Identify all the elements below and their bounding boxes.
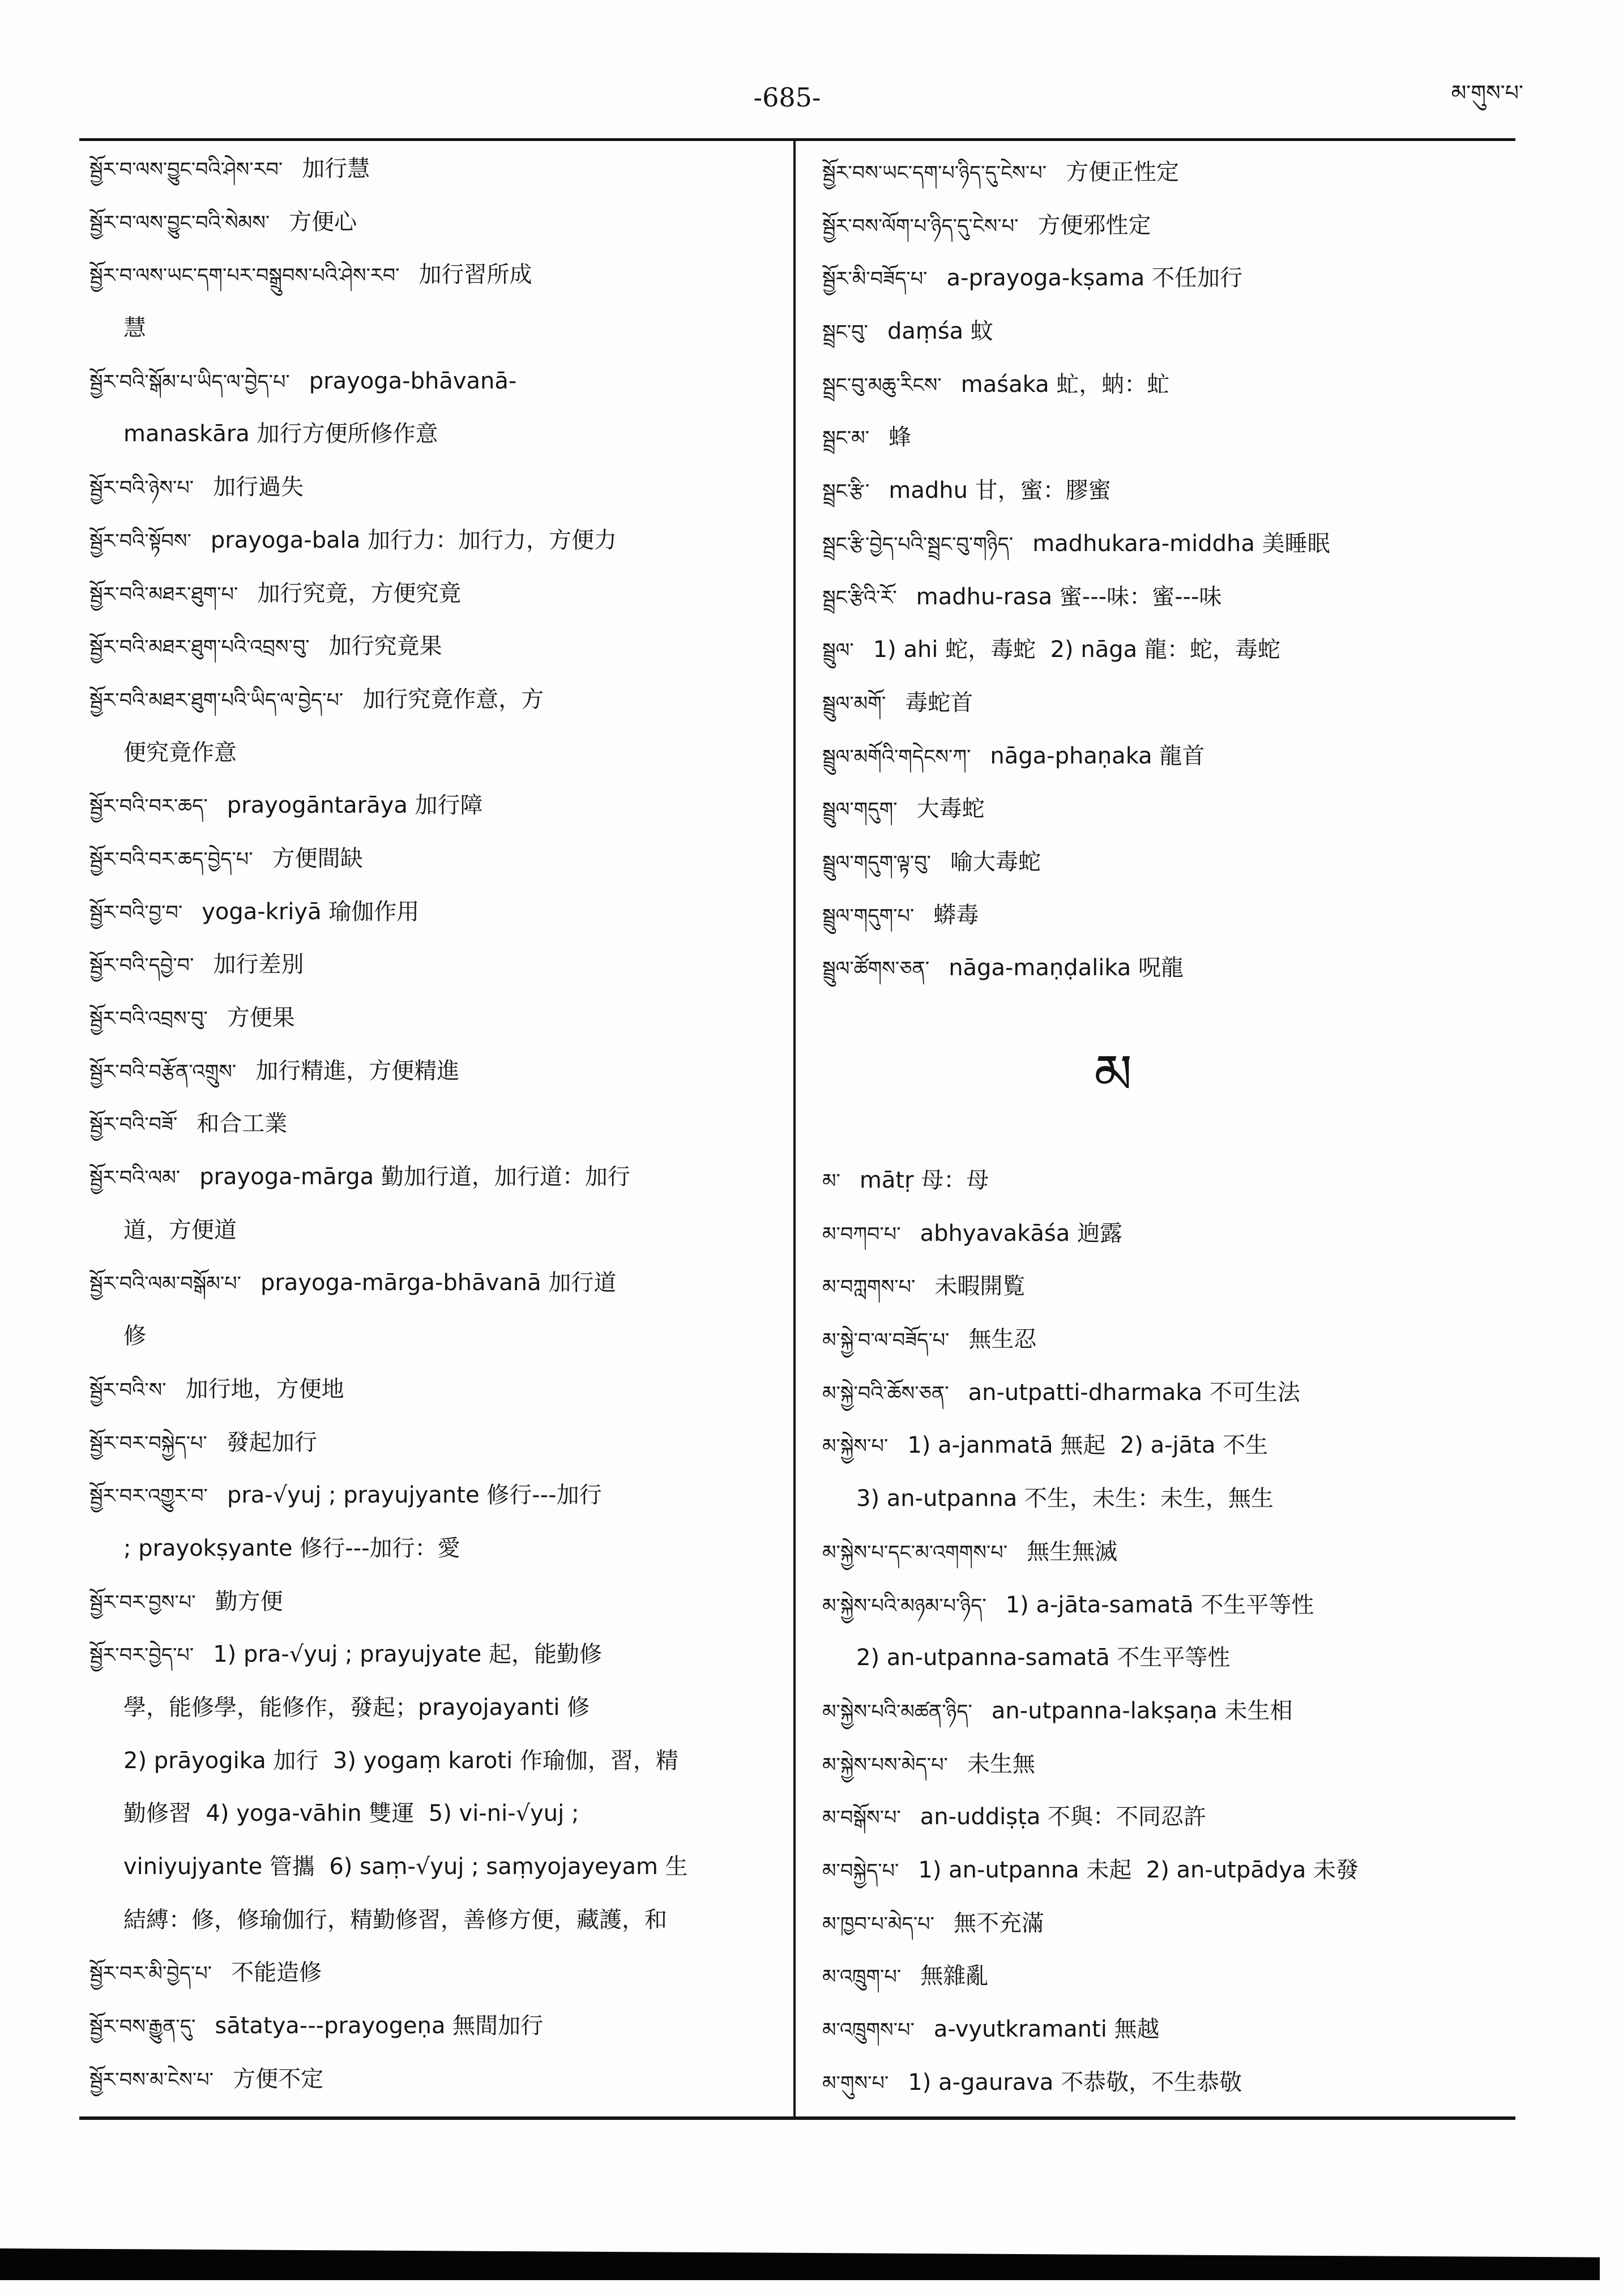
gloss: 加行精進，方便精進 [255,1057,460,1084]
gloss: 1) ahi 蛇，毒蛇 2) nāga 龍：蛇，毒蛇 [873,637,1280,663]
entry-line [89,514,785,567]
entry-line [822,518,1518,571]
gloss: 不能造修 [231,1960,322,1986]
headword: མ་སྐྱེས་པས་མེད་པ་ [822,1753,948,1777]
entry [89,833,785,886]
gloss: 蟒毒 [933,902,979,928]
headword: སྦྱོར་བའི་འབྲས་བུ་ [89,1008,208,1030]
entry [89,938,785,992]
headword: མ་བཀབ་པ་ [822,1223,901,1246]
headword: སྦྱོར་བའི་ལམ་ [89,1167,181,1190]
entry [822,677,1518,730]
entry-line [89,1947,785,2000]
headword: སྦྱོར་བའི་ས་ [89,1379,166,1402]
entry [822,889,1518,942]
headword: སྦྱོར་བ་ལས་བྱུང་བའི་ཤེས་རབ་ [89,159,283,181]
headword: མ་གུས་པ་ [822,2072,889,2095]
page-number: -685- [753,82,821,113]
headword: སྦྱོར་བར་བསྐྱེད་པ་ [89,1432,207,1455]
gloss: madhu-rasa 蜜---味：蜜---味 [916,583,1222,610]
entry [822,1154,1518,1207]
headword: སྦྱོར་བར་འགྱུར་བ་ [89,1485,208,1508]
headword: སྦྱོར་བའི་བར་ཆད་ [89,795,208,818]
entry-line [89,2053,785,2106]
entry [822,1579,1518,1685]
gloss: 和合工業 [197,1111,288,1137]
entry [89,1098,785,1151]
gloss: madhukara-middha 美睡眠 [1032,530,1330,557]
entry [822,252,1518,305]
gloss: 加行差別 [213,951,304,978]
continuation-line: 2) prāyogika 加行 3) yogaṃ karoti 作瑜伽，習，精 [123,1747,678,1774]
entry [822,199,1518,253]
section-letter: མ [1094,1043,1133,1106]
entry [89,886,785,939]
entry-line [822,305,1518,359]
entry [822,464,1518,518]
continuation-line: ; prayokṣyante 修行---加行：愛 [123,1535,460,1561]
entry-line [822,359,1518,412]
headword: སྦྲང་བུ་ [822,321,868,344]
entry [822,359,1518,412]
entry [822,783,1518,836]
gloss: 加行究竟作意，方 [362,686,544,712]
entry-line [822,1526,1518,1579]
entry [89,1576,785,1629]
entry-line [822,1260,1518,1313]
gloss: 1) a-gaurava 不恭敬，不生恭敬 [908,2069,1242,2096]
headword: སྦྱོར་བའི་དབྱེ་བ་ [89,954,194,978]
entry [822,518,1518,571]
entry-line [822,1207,1518,1261]
entry [822,1313,1518,1367]
headword: མ་ཁྱབ་པ་མེད་པ་ [822,1913,934,1936]
entry-line [89,196,785,249]
entry [89,461,785,514]
continuation-line: 勤修習 4) yoga-vāhin 雙運 5) vi-ni-√yuj ; [123,1800,579,1827]
gloss: 方便不定 [233,2065,324,2092]
gloss: daṃśa 蚊 [887,318,993,345]
headword: སྦྱོར་བའི་ལམ་བསྒོམ་པ་ [89,1273,241,1296]
entry [89,620,785,673]
headword: སྦྲུལ་མགོ་ [822,692,886,715]
gloss: 加行習所成 [418,262,532,288]
entry-line [89,143,785,196]
gloss: 1) pra-√yuj ; prayujyate 起，能勤修 [213,1641,602,1668]
gloss: 方便邪性定 [1037,212,1151,238]
headword: སྦྲང་རྩི་ [822,480,870,503]
entry-line [822,942,1518,995]
continuation-line: 修 [123,1323,146,1350]
gloss: prayoga-mārga 勤加行道，加行道：加行 [199,1164,630,1190]
headword: སྦྱོར་བར་མི་བྱེད་པ་ [89,1962,212,1986]
gloss: 1) a-janmatā 無起 2) a-jāta 不生 [907,1432,1268,1459]
entry [822,411,1518,464]
entry [822,836,1518,889]
headword: སྦྲང་རྩིའི་རོ་ [822,586,897,609]
entry-line [822,464,1518,518]
headword: མ་བསྒོས་པ་ [822,1807,901,1830]
entry-line [89,1469,785,1522]
entry-line [822,199,1518,253]
headword: སྦྲུལ་གདུག་པ་ [822,904,915,928]
headword: སྦྱོར་བས་ཡང་དག་པ་ཉིད་དུ་ངེས་པ་ [822,162,1047,185]
entry-line [822,1685,1518,1738]
headword: སྦྱོར་བའི་བརྩོན་འགྲུས་ [89,1060,237,1083]
entry [822,2003,1518,2056]
entry [89,143,785,196]
headword: སྦྱོར་བའི་མཐར་ཐུག་པའི་འབྲས་བུ་ [89,636,310,659]
entry-line [822,1154,1518,1207]
headword: སྦྱོར་བའི་བཟོ་ [89,1113,178,1137]
headword: མ་འཁྲུགས་པ་ [822,2019,915,2042]
headword: སྦྱོར་བ་ལས་ཡང་དག་པར་བསྒྲུབས་པའི་ཤེས་རབ་ [89,264,400,288]
gloss: 大毒蛇 [916,796,985,822]
entry-line [822,252,1518,305]
entry-line [89,1628,785,1682]
gloss: 無生無滅 [1027,1538,1118,1565]
entry-line [822,2003,1518,2056]
continuation-line: 學，能修學，能修作，發起；prayojayanti 修 [123,1694,590,1721]
right-column [822,146,1518,2109]
entry-line [822,677,1518,730]
headword: སྦྱོར་བའི་མཐར་ཐུག་པ་ [89,583,238,606]
gloss: an-utpanna-lakṣaṇa 未生相 [991,1697,1293,1724]
entry-line [822,411,1518,464]
headword: སྦྲུལ་ཚོགས་ཅན་ [822,958,930,981]
continuation-line: 便究竟作意 [123,739,237,766]
gloss: 發起加行 [226,1429,317,1456]
scan-edge-band [0,2248,1600,2280]
entry-line [822,889,1518,942]
continuation-line: 3) an-utpanna 不生，未生：未生，無生 [856,1486,1274,1512]
gloss: 方便間缺 [272,845,363,872]
entry [89,567,785,621]
entry [822,305,1518,359]
continuation-line: manaskāra 加行方便所修作意 [123,421,438,447]
entry [822,571,1518,624]
entry-line [822,1419,1518,1473]
entry-line [89,567,785,621]
gloss: 未生無 [967,1751,1035,1777]
entry-line [822,2056,1518,2110]
gloss: 無生忍 [968,1326,1037,1353]
gloss: an-uddiṣṭa 不與：不同忍許 [920,1804,1207,1830]
headword: མ་སྐྱེས་པའི་མཚན་ཉིད་ [822,1700,972,1723]
entry [822,2056,1518,2110]
headword: སྦྱོར་བ་ལས་བྱུང་བའི་སེམས་ [89,211,270,234]
entry-line [89,938,785,992]
continuation-line: 2) an-utpanna-samatā 不生平等性 [856,1645,1231,1671]
entry [89,1151,785,1257]
headword: མ་སྐྱེས་པ་ [822,1435,889,1458]
entry [89,2053,785,2106]
entry [89,673,785,779]
entry [89,1416,785,1470]
entry [822,1419,1518,1525]
entry [89,1628,785,1947]
gloss: madhu 甘，蜜：膠蜜 [889,477,1111,504]
continuation-line: 道，方便道 [123,1217,237,1243]
entry-line [89,1098,785,1151]
headword: སྦྲང་མ་ [822,427,870,450]
gloss: prayoga-bala 加行力：加行力，方便力 [210,527,617,553]
entry [822,1367,1518,1420]
gloss: 加行過失 [213,474,304,501]
entry [822,942,1518,995]
entry [822,1260,1518,1313]
entry-line [89,355,785,408]
running-head: མ་གུས་པ་ [1451,80,1523,105]
entry [822,730,1518,783]
headword: སྦྱོར་བའི་མཐར་ཐུག་པའི་ཡིད་ལ་བྱེད་པ་ [89,689,344,712]
entry-line [822,1950,1518,2003]
headword: མ་བཀླགས་པ་ [822,1276,916,1299]
entry-line [822,783,1518,836]
continuation-line: viniyujyante 管攜 6) saṃ-√yuj ; saṃyojayeyam 生 [123,1854,688,1880]
headword: སྦྱོར་བར་བྱས་པ་ [89,1591,196,1614]
entry [822,1526,1518,1579]
gloss: 加行究竟，方便究竟 [257,580,462,607]
headword: མ་སྐྱེས་པ་དང་མ་འགགས་པ་ [822,1541,1008,1564]
headword: སྦྱོར་བས་ལོག་པ་ཉིད་དུ་ངེས་པ་ [822,215,1019,238]
entry-line [89,886,785,939]
gloss: 加行地，方便地 [185,1376,344,1402]
entry-line [89,1151,785,1204]
headword: སྦྱོར་བའི་བར་ཆད་བྱེད་པ་ [89,848,253,871]
entry [89,992,785,1045]
gloss: 加行慧 [302,156,370,182]
entry-line [822,571,1518,624]
entry-line [89,249,785,302]
headword: སྦྲང་རྩི་བྱེད་པའི་སྦྲང་བུ་གཉིད་ [822,533,1014,556]
gloss: 無雜亂 [920,1963,989,1990]
headword: མ་བསྐྱེད་པ་ [822,1859,899,1883]
headword: སྦྱོར་མི་བཟོད་པ་ [822,268,928,291]
gloss: 方便正性定 [1066,159,1180,185]
gloss: 方便果 [227,1005,295,1031]
gloss: 毒蛇首 [905,689,973,716]
header-rule [79,138,1515,141]
entry [89,1947,785,2000]
column-divider [793,140,796,2120]
gloss: 蜂 [889,424,912,451]
left-column [89,143,785,2106]
gloss: nāga-maṇḍalika 呪龍 [949,955,1184,981]
gloss: nāga-phaṇaka 龍首 [990,742,1205,769]
headword: སྦྱོར་བའི་སྟོབས་ [89,530,191,553]
headword: སྦྱོར་བའི་སྒོམ་པ་ཡིད་ལ་བྱེད་པ་ [89,370,290,394]
continuation-line: 結縛：修，修瑜伽行，精勤修習，善修方便，藏護，和 [123,1906,667,1933]
headword: སྦྱོར་བའི་ཉེས་པ་ [89,477,194,500]
entry-line [89,461,785,514]
gloss: a-prayoga-kṣama 不任加行 [946,265,1242,292]
entry [89,514,785,567]
gloss: a-vyutkramanti 無越 [933,2016,1160,2042]
entry-line [822,1844,1518,1897]
entry [822,1207,1518,1261]
entry [89,2000,785,2053]
headword: སྦྲུལ་མགོའི་གདེངས་ཀ་ [822,745,971,769]
entry-line [89,779,785,833]
entry-line [822,1791,1518,1844]
entry [89,196,785,249]
entry [89,1469,785,1575]
entry-line [822,146,1518,199]
entry [822,1685,1518,1738]
gloss: 1) a-jāta-samatā 不生平等性 [1005,1591,1314,1618]
entry-line [822,624,1518,677]
gloss: sātatya---prayogeṇa 無間加行 [215,2013,544,2039]
entry-line [89,1576,785,1629]
headword: མ་སྐྱེ་བའི་ཆོས་ཅན་ [822,1382,949,1405]
headword: སྦྲང་བུ་མཆུ་རིངས་ [822,374,942,397]
continuation-line: 慧 [123,315,146,342]
gloss: 勤方便 [215,1588,283,1615]
entry-line [822,1367,1518,1420]
entry-line [822,1313,1518,1367]
entry [89,1045,785,1098]
headword: མ་སྐྱེ་བ་ལ་བཟོད་པ་ [822,1329,950,1352]
headword: མ་ [822,1170,840,1193]
entry-line [89,1363,785,1416]
entry [89,355,785,461]
entry-line [89,620,785,673]
headword: སྦྱོར་བས་རྒྱུན་དུ་ [89,2016,196,2039]
headword: མ་སྐྱེས་པའི་མཉམ་པ་ཉིད་ [822,1594,986,1618]
headword: སྦྱོར་བས་མ་ངེས་པ་ [89,2068,214,2092]
entry-line [89,1045,785,1098]
gloss: maśaka 虻，蚋：虻 [960,371,1170,398]
entry-line [822,836,1518,889]
entry-line [89,1257,785,1310]
gloss: prayoga-bhāvanā- [309,368,517,394]
gloss: an-utpatti-dharmaka 不可生法 [968,1379,1300,1406]
gloss: abhyavakāśa 逈露 [920,1220,1122,1247]
entry-line [89,673,785,727]
gloss: 1) an-utpanna 未起 2) an-utpādya 未發 [918,1857,1359,1883]
entry [822,1897,1518,1951]
entry [822,1844,1518,1897]
headword: སྦྱོར་བའི་བྱ་བ་ [89,901,183,924]
entry [822,146,1518,199]
entry [822,1738,1518,1791]
gloss: mātṛ 母：母 [859,1167,989,1193]
entry [89,249,785,355]
gloss: 方便心 [289,208,357,235]
entry [89,1363,785,1416]
footer-rule [79,2116,1515,2120]
headword: མ་འཁྲུག་པ་ [822,1966,902,1989]
gloss: 喻大毒蛇 [950,848,1041,875]
gloss: 無不充滿 [953,1910,1044,1936]
entry-line [89,2000,785,2053]
gloss: prayogāntarāya 加行障 [227,792,483,819]
entry-line [822,1897,1518,1951]
gloss: pra-√yuj ; prayujyante 修行---加行 [227,1482,602,1509]
headword: སྦྲུལ་ [822,639,854,663]
headword: སྦྱོར་བར་བྱེད་པ་ [89,1644,194,1667]
gloss: prayoga-mārga-bhāvanā 加行道 [260,1270,617,1296]
entry-line [822,1579,1518,1632]
entry [89,1257,785,1363]
gloss: 加行究竟果 [328,633,442,660]
headword: སྦྲུལ་གདུག་ [822,799,898,822]
entry [822,1950,1518,2003]
gloss: yoga-kriyā 瑜伽作用 [202,898,420,925]
gloss: 未暇開覧 [934,1273,1026,1300]
entry [822,1791,1518,1844]
entry [89,779,785,833]
headword: སྦྲུལ་གདུག་ལྟ་བུ་ [822,851,931,874]
entry-line [89,833,785,886]
entry [822,624,1518,677]
entry-line [822,730,1518,783]
entry-line [822,1738,1518,1791]
entry-line [89,992,785,1045]
entry-line [89,1416,785,1470]
